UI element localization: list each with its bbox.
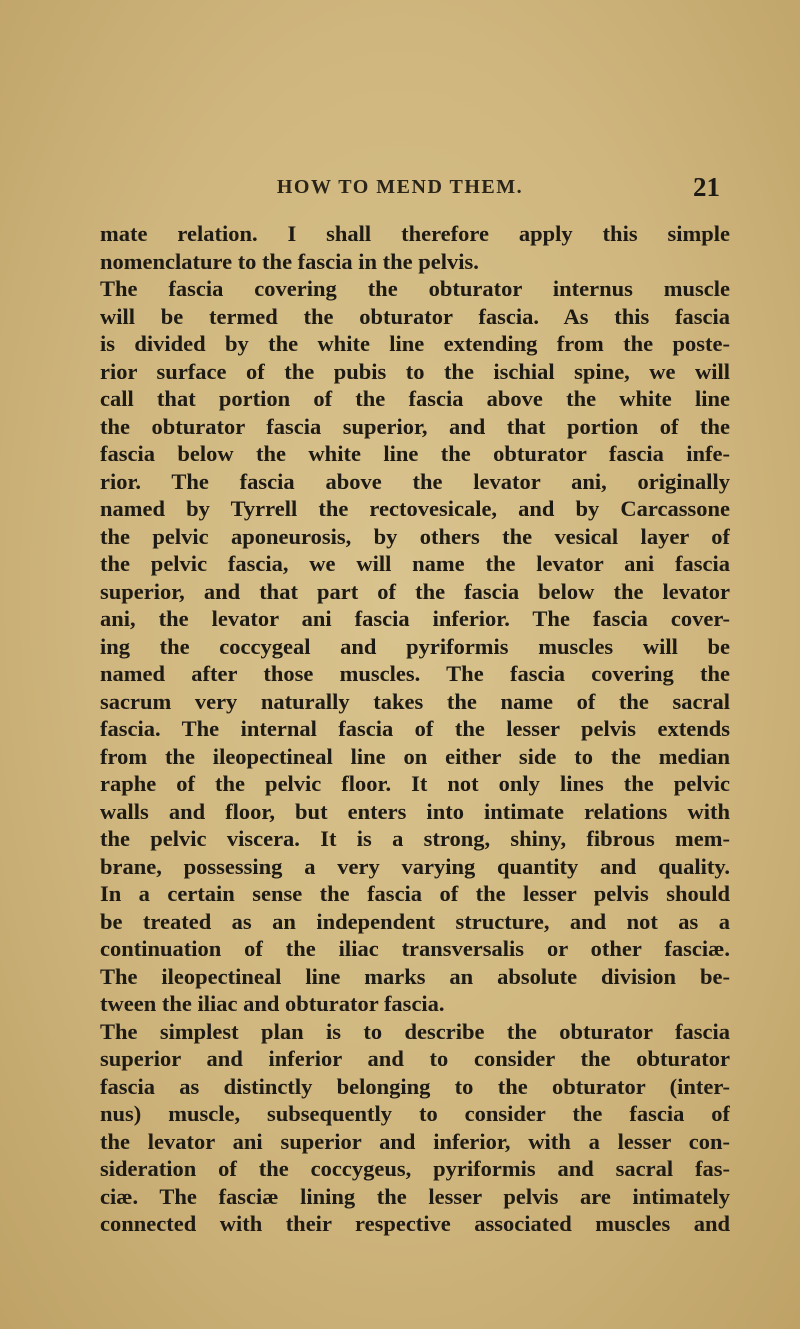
text-line: fascia. The internal fascia of the lesser pelvis extends [100,716,730,741]
text-line: sideration of the coccygeus, pyriformis and sacral fas- [100,1156,730,1181]
text-line: rior surface of the pubis to the ischial spine, we will [100,358,730,384]
text-line: from the ileopectineal line on either side to the median [100,743,730,769]
text-line: named after those muscles. The fascia covering the [100,661,730,686]
text-line: the obturator fascia superior, and that portion of the [100,413,730,439]
text-line: continuation of the iliac transversalis or other fasciæ. [100,936,730,961]
text-line: nomenclature to the fascia in the pelvis. [100,248,479,274]
text-line: connected with their respective associated muscles and [100,1211,730,1236]
text-line: brane, possessing a very varying quantity and quality. [100,853,730,879]
text-line: will be termed the obturator fascia. As this fascia [100,303,730,329]
text-line: fascia below the white line the obturator fascia infe- [100,441,730,466]
text-line: walls and floor, but enters into intimate relations with [100,798,730,824]
text-line: rior. The fascia above the levator ani, originally [100,468,730,494]
text-line: In a certain sense the fascia of the lesser pelvis should [100,881,730,906]
text-line: tween the iliac and obturator fascia. [100,991,445,1016]
running-title: HOW TO MEND THEM. [276,176,524,198]
text-line: ani, the levator ani fascia inferior. The fascia cover- [100,606,730,631]
text-line: The ileopectineal line marks an absolute division be- [100,963,730,989]
text-line: nus) muscle, subsequently to consider the fascia of [100,1101,730,1126]
text-line: The fascia covering the obturator internus muscle [100,276,730,301]
text-line: ciæ. The fasciæ lining the lesser pelvis are intimately [100,1183,730,1209]
text-line: call that portion of the fascia above the white line [100,386,730,411]
text-line: mate relation. I shall therefore apply this simple [100,221,730,246]
text-line: the levator ani superior and inferior, with a lesser con- [100,1128,730,1154]
text-line: is divided by the white line extending from the poste- [100,331,730,356]
page-number: 21 [693,172,720,202]
page-header [0,172,800,212]
text-line: named by Tyrrell the rectovesicale, and by Carcassone [100,496,730,521]
text-line: the pelvic fascia, we will name the levator ani fascia [100,551,730,576]
text-line: the pelvic aponeurosis, by others the vesical layer of [100,523,730,549]
text-line: fascia as distinctly belonging to the obturator (inter- [100,1073,730,1099]
text-line: superior, and that part of the fascia below the levator [100,578,730,604]
text-line: The simplest plan is to describe the obturator fascia [100,1018,730,1044]
text-line: be treated as an independent structure, and not as a [100,908,730,934]
text-line: superior and inferior and to consider the obturator [100,1046,730,1071]
body-text [100,220,730,1238]
text-line: ing the coccygeal and pyriformis muscles will be [100,633,730,659]
text-line: raphe of the pelvic floor. It not only lines the pelvic [100,771,730,796]
text-line: the pelvic viscera. It is a strong, shiny, fibrous mem- [100,826,730,851]
text-line: sacrum very naturally takes the name of the sacral [100,688,730,714]
